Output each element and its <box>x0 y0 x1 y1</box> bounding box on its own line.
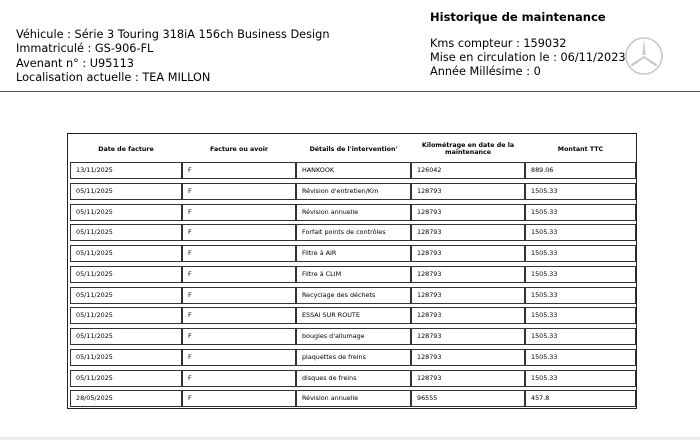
model-year: Année Millésime : 0 <box>430 65 541 78</box>
cell-mileage: 126042 <box>411 162 525 179</box>
cell-amount: 457.8 <box>525 390 636 407</box>
cell-intervention: Filtre à AIR <box>296 245 411 262</box>
header-date: Date de facture <box>98 145 154 153</box>
cell-intervention: Recyclage des déchets <box>296 287 411 304</box>
cell-invoice-type: F <box>182 245 296 262</box>
vehicle-location: Localisation actuelle : TEA MILLON <box>16 70 211 84</box>
cell-intervention: plaquettes de freins <box>296 349 411 366</box>
cell-invoice-type: F <box>182 224 296 241</box>
cell-amount: 1505.33 <box>525 245 636 262</box>
cell-invoice-type: F <box>182 349 296 366</box>
cell-mileage: 128793 <box>411 328 525 345</box>
cell-mileage: 128793 <box>411 287 525 304</box>
vehicle-model: Véhicule : Série 3 Touring 318iA 156ch Business Design <box>16 28 330 41</box>
header-intervention-details: Détails de l'intervention' <box>309 145 398 153</box>
page-title: Historique de maintenance <box>430 10 606 24</box>
first-registration-date: Mise en circulation le : 06/11/2023 <box>430 51 626 64</box>
cell-invoice-type: F <box>182 328 296 345</box>
mercedes-star-logo-icon <box>624 36 664 76</box>
cell-amount: 1505.33 <box>525 307 636 324</box>
header-amount: Montant TTC <box>557 145 604 153</box>
cell-mileage: 96555 <box>411 390 525 407</box>
cell-amount: 1505.33 <box>525 328 636 345</box>
header-divider <box>0 91 700 92</box>
maintenance-table <box>67 133 637 409</box>
vehicle-info <box>16 28 329 85</box>
cell-amount: 1505.33 <box>525 204 636 221</box>
cell-amount: 1505.33 <box>525 287 636 304</box>
cell-date: 05/11/2025 <box>70 266 182 283</box>
cell-amount: 1505.33 <box>525 224 636 241</box>
cell-intervention: Révision annuelle <box>296 390 411 407</box>
cell-amount: 1505.33 <box>525 266 636 283</box>
cell-amount: 1505.33 <box>525 370 636 387</box>
cell-invoice-type: F <box>182 287 296 304</box>
cell-date: 05/11/2025 <box>70 224 182 241</box>
odometer: Kms compteur : 159032 <box>430 37 567 50</box>
cell-invoice-type: F <box>182 390 296 407</box>
cell-mileage: 128793 <box>411 307 525 324</box>
cell-invoice-type: F <box>182 266 296 283</box>
cell-invoice-type: F <box>182 183 296 200</box>
cell-amount: 1505.33 <box>525 183 636 200</box>
vehicle-amendment: Avenant n° : U95113 <box>16 56 134 70</box>
header-invoice-type: Facture ou avoir <box>210 145 268 153</box>
cell-intervention: Filtre à CLIM <box>296 266 411 283</box>
cell-date: 05/11/2025 <box>70 183 182 200</box>
cell-date: 13/11/2025 <box>70 162 182 179</box>
cell-intervention: HANKOOK <box>296 162 411 179</box>
cell-mileage: 128793 <box>411 266 525 283</box>
cell-date: 05/11/2025 <box>70 370 182 387</box>
cell-date: 28/05/2025 <box>70 390 182 407</box>
cell-intervention: Révision d'entretien/Km <box>296 183 411 200</box>
cell-date: 05/11/2025 <box>70 287 182 304</box>
cell-invoice-type: F <box>182 162 296 179</box>
header-mileage: Kilométrage en date de la maintenance <box>421 142 515 156</box>
cell-mileage: 128793 <box>411 224 525 241</box>
cell-date: 05/11/2025 <box>70 328 182 345</box>
cell-intervention: Forfait points de contrôles <box>296 224 411 241</box>
cell-invoice-type: F <box>182 204 296 221</box>
cell-mileage: 128793 <box>411 349 525 366</box>
cell-mileage: 128793 <box>411 204 525 221</box>
cell-date: 05/11/2025 <box>70 349 182 366</box>
cell-date: 05/11/2025 <box>70 245 182 262</box>
cell-date: 05/11/2025 <box>70 204 182 221</box>
cell-mileage: 128793 <box>411 370 525 387</box>
vehicle-registration: Immatriculé : GS-906-FL <box>16 42 154 56</box>
cell-amount: 1505.33 <box>525 349 636 366</box>
cell-intervention: bougies d'allumage <box>296 328 411 345</box>
cell-mileage: 128793 <box>411 183 525 200</box>
cell-mileage: 128793 <box>411 245 525 262</box>
cell-invoice-type: F <box>182 370 296 387</box>
maintenance-summary <box>430 37 626 79</box>
cell-amount: 889.06 <box>525 162 636 179</box>
cell-intervention: ESSAI SUR ROUTE <box>296 307 411 324</box>
cell-invoice-type: F <box>182 307 296 324</box>
cell-intervention: Révision annuelle <box>296 204 411 221</box>
cell-date: 05/11/2025 <box>70 307 182 324</box>
cell-intervention: disques de freins <box>296 370 411 387</box>
